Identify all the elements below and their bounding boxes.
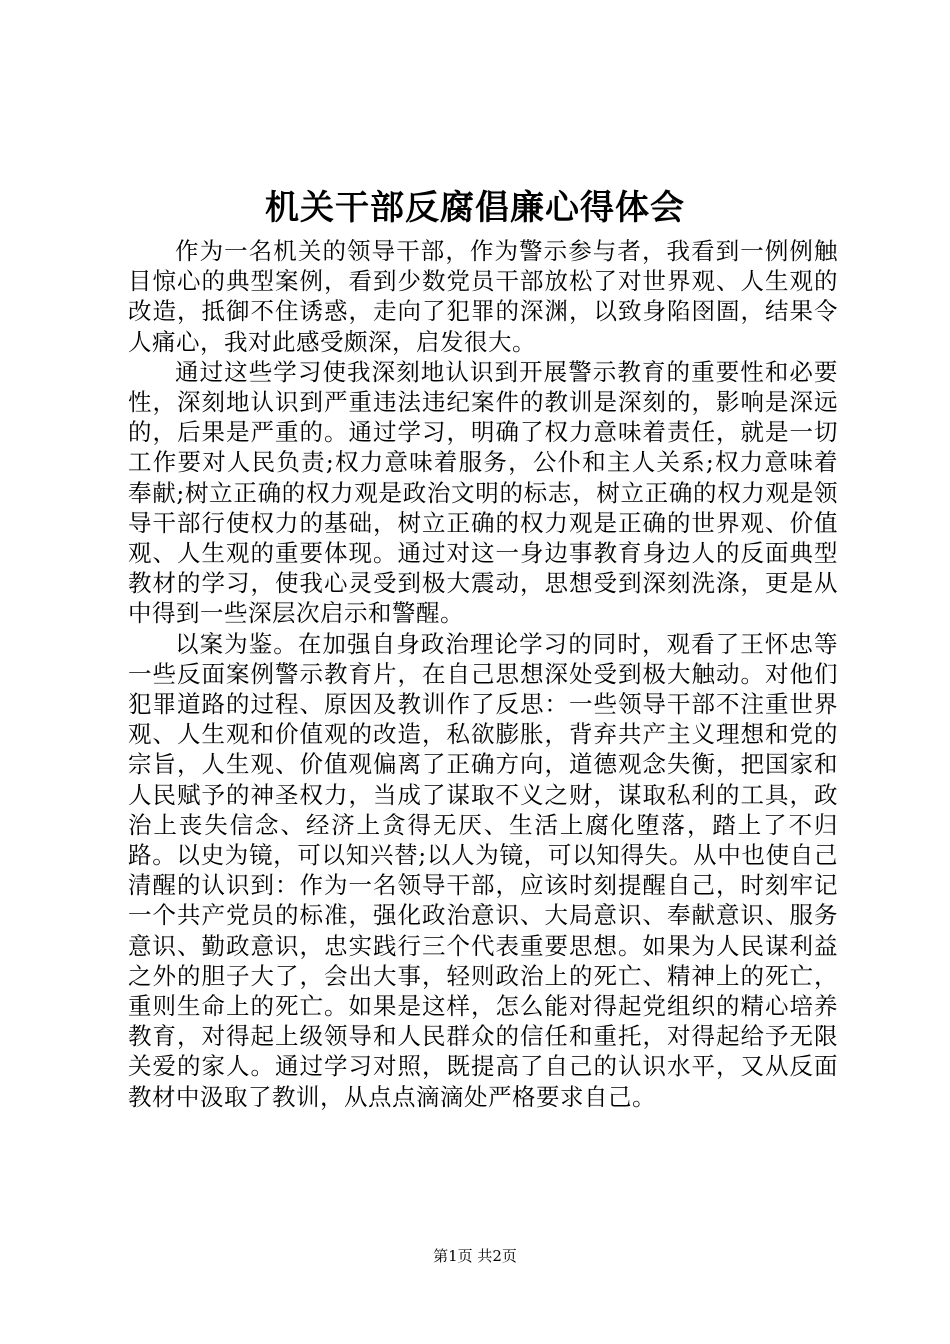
paragraph-3: 以案为鉴。在加强自身政治理论学习的同时，观看了王怀忠等一些反面案例警示教育片，在自己思想深处受到极大触动。对他们犯罪道路的过程、原因及教训作了反思：一些领导干部不注重世界观、人生观和价值观的改造，私欲膨胀，背弃共产主义理想和党的宗旨，人生观、价值观偏离了正确方向，道德观念失衡，把国家和人民赋予的神圣权力，当成了谋取不义之财，谋取私利的工具，政治上丧失信念、经济上贪得无厌、生活上腐化堕落，踏上了不归路。以史为镜，可以知兴替;以人为镜，可以知得失。从中也使自己清醒的认识到：作为一名领导干部，应该时刻提醒自己，时刻牢记一个共产党员的标准，强化政治意识、大局意识、奉献意识、服务意识、勤政意识，忠实践行三个代表重要思想。如果为人民谋利益之外的胆子大了，会出大事，轻则政治上的死亡、精神上的死亡，重则生命上的死亡。如果是这样，怎么能对得起党组织的精心培养教育，对得起上级领导和人民群众的信任和重托，对得起给予无限关爱的家人。通过学习对照，既提高了自己的认识水平，又从反面教材中汲取了教训，从点点滴滴处严格要求自己。	[128, 629, 838, 1111]
document-body	[128, 236, 838, 1112]
paragraph-2: 通过这些学习使我深刻地认识到开展警示教育的重要性和必要性，深刻地认识到严重违法违纪案件的教训是深刻的，影响是深远的，后果是严重的。通过学习，明确了权力意味着责任，就是一切工作要对人民负责;权力意味着服务，公仆和主人关系;权力意味着奉献;树立正确的权力观是政治文明的标志，树立正确的权力观是领导干部行使权力的基础，树立正确的权力观是正确的世界观、价值观、人生观的重要体现。通过对这一身边事教育身边人的反面典型教材的学习，使我心灵受到极大震动，思想受到深刻洗涤，更是从中得到一些深层次启示和警醒。	[128, 357, 838, 628]
page-number-footer: 第1页 共2页	[433, 1247, 517, 1265]
paragraph-1: 作为一名机关的领导干部，作为警示参与者，我看到一例例触目惊心的典型案例，看到少数党员干部放松了对世界观、人生观的改造，抵御不住诱惑，走向了犯罪的深渊，以致身陷囹圄，结果令人痛心，我对此感受颇深，启发很大。	[128, 237, 838, 356]
document-title: 机关干部反腐倡廉心得体会	[265, 188, 685, 228]
